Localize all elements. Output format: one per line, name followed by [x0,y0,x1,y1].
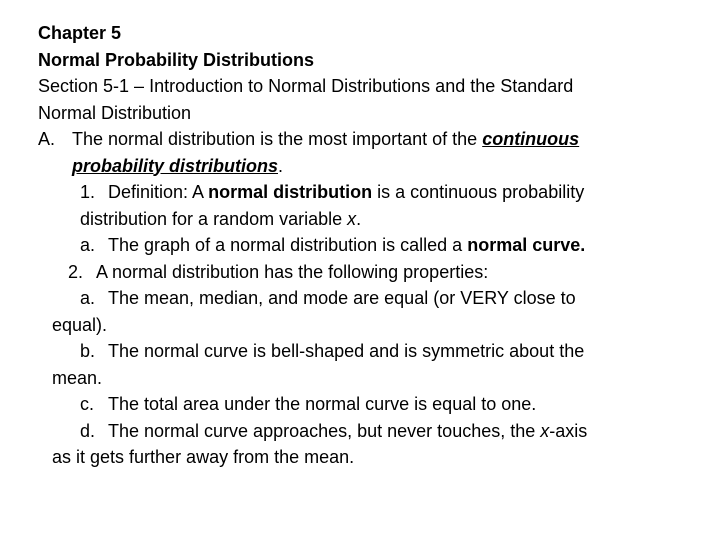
item-a2-label: 2. [68,261,84,282]
item-a2d-var: x [540,420,550,441]
item-a1-var: x [347,208,357,229]
item-a1a-label: a. [80,235,96,255]
item-a2-text: A normal distribution has the following properties: [96,261,489,282]
item-a2c-text: The total area under the normal curve is equal to one. [108,394,537,414]
item-a2b-label: b. [80,341,96,361]
item-a2a-label: a. [80,288,96,308]
item-a2b-wrap: mean. [52,367,103,388]
item-a2b [38,338,708,365]
section-heading-line-1: Section 5-1 – Introduction to Normal Distributions and the Standard [38,76,574,96]
item-a2a-text: The mean, median, and mode are equal (or VERY close to [108,288,576,308]
item-a [38,126,708,153]
item-a-text: The normal distribution is the most important of the [72,129,483,149]
item-a1-continuation [38,206,708,233]
item-a1-label: 1. [80,182,96,202]
item-a2a-wrap: equal). [52,314,108,335]
section-heading-line-2: Normal Distribution [38,102,192,123]
item-a2 [38,259,708,286]
item-a-emphasis-2: probability distributions [72,155,278,176]
item-a1a-term: normal curve. [467,235,586,255]
item-a-label: A. [38,129,56,149]
item-a1-term: normal distribution [208,182,373,202]
item-a2d-label: d. [80,420,96,441]
item-a-continuation [38,153,708,180]
item-a2d-text: The normal curve approaches, but never touches, the [108,420,541,441]
item-a2c-label: c. [80,394,95,414]
item-a2c [38,391,708,418]
item-a1-cont-period: . [356,208,362,229]
item-a2d-text-after: -axis [549,420,588,441]
item-a-emphasis-1: continuous [482,129,580,149]
document-body [38,20,708,471]
item-a1-text-after: is a continuous probability [372,182,585,202]
item-a1 [38,179,708,206]
item-a2d-wrap: as it gets further away from the mean. [52,447,355,467]
item-a1a [38,232,708,259]
item-a2d [38,418,708,445]
item-a1-cont-text: distribution for a random variable [80,208,348,229]
chapter-title: Normal Probability Distributions [38,49,315,70]
item-a1a-text: The graph of a normal distribution is called a [108,235,468,255]
item-a2a [38,285,708,312]
item-a-period: . [278,155,284,176]
item-a2b-text: The normal curve is bell-shaped and is symmetric about the [108,341,585,361]
item-a1-text: Definition: A [108,182,209,202]
chapter-label: Chapter 5 [38,23,122,43]
